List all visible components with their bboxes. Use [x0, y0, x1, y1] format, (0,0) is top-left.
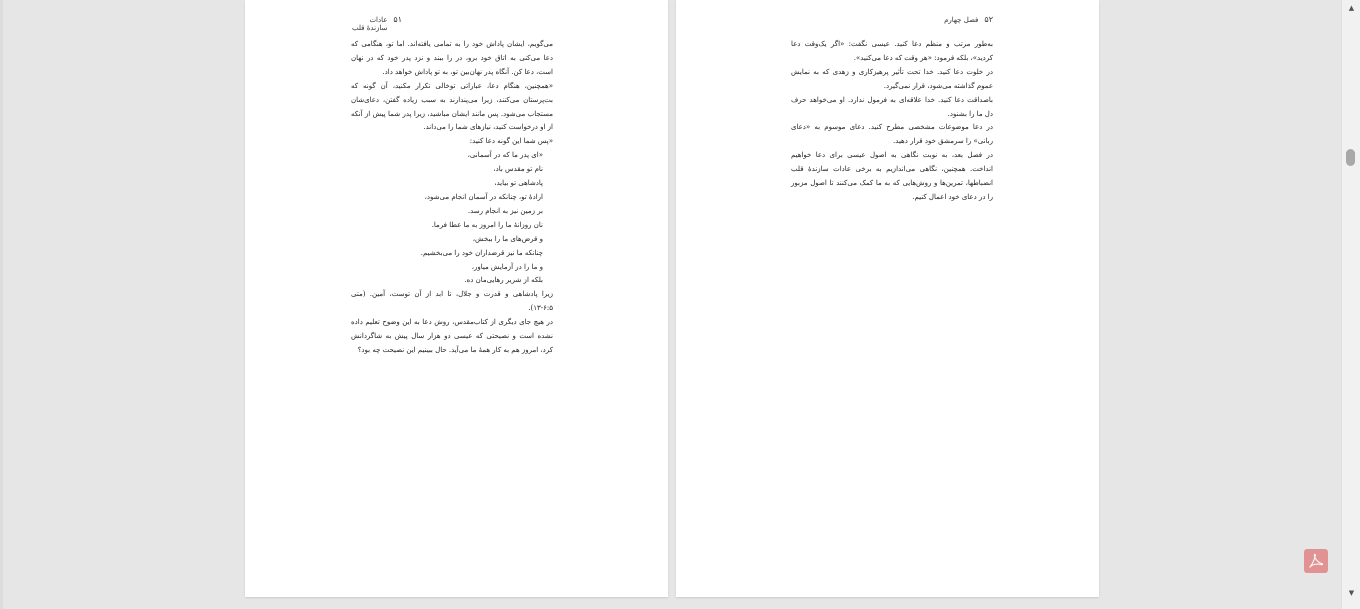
prayer-line: نان روزانهٔ ما را امروز به ما عطا فرما.: [431, 220, 543, 229]
page-number: ۵۱: [393, 15, 402, 24]
scroll-down-button[interactable]: [1342, 586, 1360, 600]
page-52: [676, 0, 1099, 597]
paragraph: می‌گویم، ایشان پاداش خود را به تمامی یافته‌اند. اما تو، هنگامی که دعا می‌کنی به اتاق خود برو، در را ببند و نزد پدر خود که در نهان است، دعا کن. آنگاه پدر نهان‌بین تو، به تو پاداش خواهد داد.: [351, 40, 553, 76]
scrollbar-thumb[interactable]: [1346, 149, 1355, 166]
prayer-line: و ما را در آزمایش میاور،: [471, 262, 543, 271]
viewer-left-edge: [0, 0, 3, 609]
triangle-up-icon: ▲: [1348, 4, 1355, 12]
page-body: [791, 38, 993, 205]
triangle-down-icon: ▼: [1348, 589, 1355, 597]
prayer-line: و قرض‌های ما را ببخش،: [472, 234, 543, 243]
page-51: [245, 0, 668, 597]
prayer-line: پادشاهی تو بیاید،: [494, 179, 543, 188]
page-header: [351, 15, 402, 32]
prayer-line: ارادهٔ تو، چنانکه در آسمان انجام می‌شود،: [424, 192, 543, 201]
open-in-acrobat-button[interactable]: [1304, 549, 1328, 573]
vertical-scrollbar[interactable]: [1341, 0, 1360, 609]
page-body: [351, 38, 553, 358]
page-header: [791, 15, 993, 24]
paragraph: در هیچ جای دیگری از کتاب‌مقدس، روش دعا به این وضوح تعلیم داده نشده است و نصیحتی که عیسی دو هزار سال پیش به شاگردانش کرد، امروز هم به کار همهٔ ما می‌آید. حال ببینیم این نصیحت چه بود؟: [351, 318, 553, 354]
acrobat-pdf-icon: [1308, 553, 1324, 569]
prayer-line: بر زمین نیز به انجام رسد.: [467, 206, 543, 215]
scroll-up-button[interactable]: [1342, 1, 1360, 15]
paragraph: به‌طور مرتب و منظم دعا کنید. عیسی نگفت: «اگر یک‌وقت دعا کردید»، بلکه فرمود: «هر وقت که دعا می‌کنید».: [791, 40, 993, 62]
running-title: فصل چهارم: [944, 16, 979, 24]
paragraph: باصداقت دعا کنید. خدا علاقه‌ای به فرمول ندارد. او می‌خواهد حرف دل ما را بشنود.: [791, 95, 993, 118]
paragraph: «همچنین، هنگام دعا، عباراتی توخالی تکرار مکنید، آن گونه که بت‌پرستان می‌کنند، زیرا می‌پندارند به سبب زیاده گفتن، دعای‌شان مستجاب می‌شود. پس مانند ایشان مباشید، زیرا پدر شما پیش از آنکه از او درخواست کنید، نیازهای شما را می‌داند.: [351, 81, 553, 132]
paragraph: در خلوت دعا کنید. خدا تحت تأثیر پرهیزکاری و زهدی که به نمایش عموم گذاشته می‌شود، قرار نمی‌گیرد.: [791, 67, 993, 90]
paragraph: زیرا پادشاهی و قدرت و جلال، تا ابد از آن توست، آمین. (متی ۶:۵-۱۳).: [351, 290, 553, 313]
prayer-line: «ای پدر ما که در آسمانی،: [467, 151, 543, 160]
paragraph: در دعا موضوعات مشخصی مطرح کنید. دعای موسوم به «دعای ربانی» را سرمشق خود قرار دهید.: [791, 123, 993, 146]
page-number: ۵۲: [984, 15, 993, 24]
paragraph: «پس شما این گونه دعا کنید:: [469, 137, 553, 146]
prayer-line: بلکه از شریر رهایی‌مان ده.: [464, 276, 543, 285]
prayer-line: نام تو مقدس باد،: [493, 165, 543, 174]
prayer-line: چنانکه ما نیز قرضداران خود را می‌بخشیم.: [420, 248, 543, 257]
paragraph: در فصل بعد، به نوبت نگاهی به اصول عیسی برای دعا خواهیم انداخت. همچنین، نگاهی می‌اندازیم به برخی عادات سازندهٔ قلب انضباطها، تمرین‌ها و روش‌هایی که به ما کمک می‌کنند تا اصول مزبور را در دعای خود اعمال کنیم.: [791, 151, 993, 201]
running-title: عادات سازندهٔ قلب: [351, 16, 388, 32]
lords-prayer: [351, 149, 553, 288]
